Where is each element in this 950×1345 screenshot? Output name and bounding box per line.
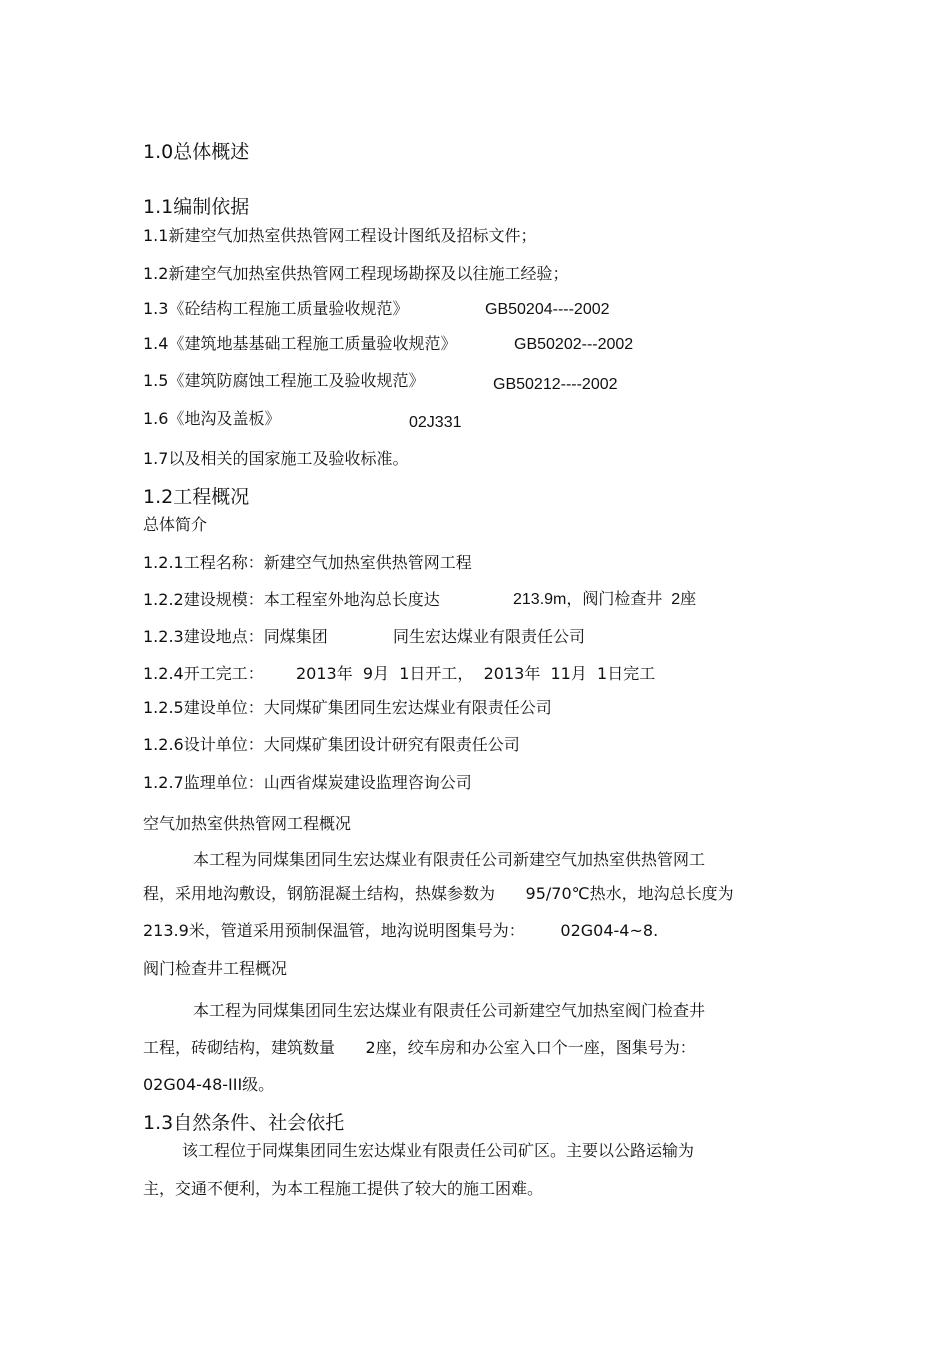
info-rest: ，阀门检查井 2座 xyxy=(566,591,697,608)
basis-item-2: 1.2新建空气加热室供热管网工程现场勘探及以往施工经验； xyxy=(143,264,569,283)
nature-paragraph-line-1: 该工程位于同煤集团同生宏达煤业有限责任公司矿区。主要以公路运输为 xyxy=(182,1141,695,1160)
basis-item-4-code: GB50202---2002 xyxy=(514,336,634,353)
info-label: 1.2.5建设单位： xyxy=(143,698,264,717)
info-value: 新建空气加热室供热管网工程 xyxy=(263,553,472,572)
pipe-paragraph-line-3: 213.9米，管道采用预制保温管，地沟说明图集号为： 02G04-4~8. xyxy=(143,921,659,940)
pipe-paragraph-line-2: 程，采用地沟敷设，钢筋混凝土结构，热媒参数为 95/70℃热水，地沟总长度为 xyxy=(143,884,734,903)
info-value: 大同煤矿集团设计研究有限责任公司 xyxy=(263,735,520,754)
info-item-7 xyxy=(143,773,472,793)
info-item-2 xyxy=(143,590,440,610)
nature-paragraph-line-2: 主，交通不便利，为本工程施工提供了较大的施工困难。 xyxy=(143,1179,544,1198)
info-label: 1.2.6设计单位： xyxy=(143,735,264,754)
basis-item-1: 1.1新建空气加热室供热管网工程设计图纸及招标文件； xyxy=(143,226,537,245)
basis-item-4: 1.4《建筑地基基础工程施工质量验收规范》 xyxy=(143,334,457,353)
info-item-4-value: 2013年 9月 1日开工， 2013年 11月 1日完工 xyxy=(296,664,656,683)
info-value: 本工程室外地沟总长度达 xyxy=(263,590,440,609)
basis-item-5-code: GB50212----2002 xyxy=(493,376,618,393)
info-label: 1.2.4开工完工： xyxy=(143,664,264,683)
pipe-paragraph-line-1: 本工程为同煤集团同生宏达煤业有限责任公司新建空气加热室供热管网工 xyxy=(193,850,706,869)
valve-paragraph-line-2: 工程，砖砌结构，建筑数量 2座，绞车房和办公室入口个一座，图集号为： xyxy=(143,1038,696,1057)
info-item-4 xyxy=(143,664,264,684)
info-label: 1.2.1工程名称： xyxy=(143,553,264,572)
heading-1-1: 1.1编制依据 xyxy=(143,196,250,218)
valve-paragraph-line-1: 本工程为同煤集团同生宏达煤业有限责任公司新建空气加热室阀门检查井 xyxy=(193,1001,706,1020)
heading-1-0: 1.0总体概述 xyxy=(143,141,250,163)
subheading-overview: 总体简介 xyxy=(143,515,208,534)
info-number: 213.9m xyxy=(513,591,567,608)
subheading-valve-pit: 阀门检查井工程概况 xyxy=(143,959,288,978)
info-label: 1.2.2建设规模： xyxy=(143,590,264,609)
info-item-5 xyxy=(143,698,552,718)
info-item-2-tail xyxy=(513,590,696,610)
basis-item-3: 1.3《砼结构工程施工质量验收规范》 xyxy=(143,299,409,318)
info-item-1 xyxy=(143,553,472,573)
info-value: 大同煤矿集团同生宏达煤业有限责任公司 xyxy=(263,698,552,717)
heading-1-3: 1.3自然条件、社会依托 xyxy=(143,1112,345,1134)
subheading-pipe-network: 空气加热室供热管网工程概况 xyxy=(143,814,352,833)
heading-1-2: 1.2工程概况 xyxy=(143,486,250,508)
basis-item-3-code: GB50204----2002 xyxy=(485,301,610,318)
info-item-3-tail: 同生宏达煤业有限责任公司 xyxy=(393,627,586,646)
info-item-3 xyxy=(143,627,328,647)
basis-item-7: 1.7以及相关的国家施工及验收标准。 xyxy=(143,449,409,468)
basis-item-5: 1.5《建筑防腐蚀工程施工及验收规范》 xyxy=(143,371,425,390)
info-label: 1.2.3建设地点： xyxy=(143,627,264,646)
info-item-6 xyxy=(143,735,520,755)
basis-item-6-code: 02J331 xyxy=(409,414,462,431)
info-value: 山西省煤炭建设监理咨询公司 xyxy=(263,773,472,792)
valve-paragraph-line-3: 02G04-48-III级。 xyxy=(143,1075,275,1094)
info-value: 同煤集团 xyxy=(263,627,328,646)
basis-item-6: 1.6《地沟及盖板》 xyxy=(143,409,281,428)
info-label: 1.2.7监理单位： xyxy=(143,773,264,792)
